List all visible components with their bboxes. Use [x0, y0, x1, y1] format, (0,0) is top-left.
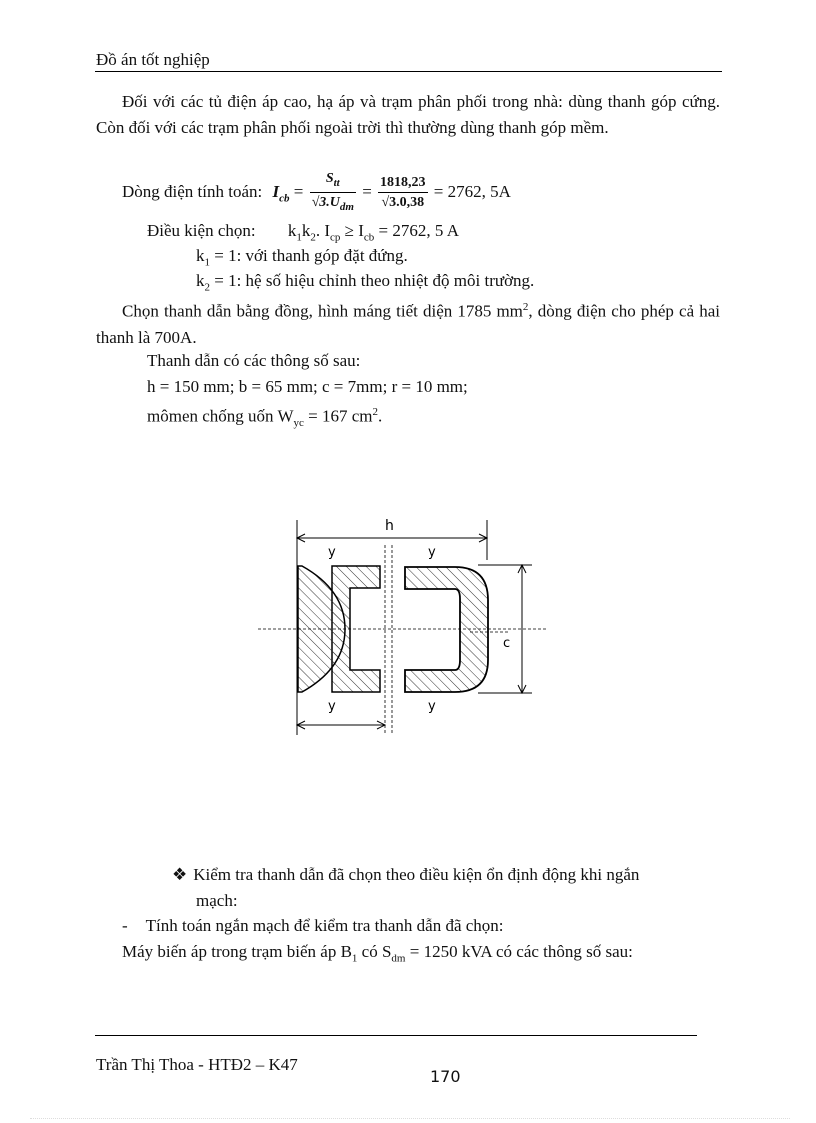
params-title: Thanh dẫn có các thông số sau: — [147, 351, 361, 370]
diamond-bullet-icon: ❖ — [172, 865, 188, 884]
label-c: c — [503, 636, 511, 651]
transformer-line: Máy biến áp trong trạm biến áp $B_1$ có $S_{dm} = 1250$ kVA có các thông số sau: — [122, 942, 633, 965]
label-h: h — [385, 518, 394, 534]
cond-label: Điều kiện chọn: — [147, 221, 256, 240]
calc-fraction-symbolic: $\frac{S_{tt}}{√3.U_{dm}}$ — [311, 171, 354, 213]
para1-line2: góp cứng. Còn đối với các trạm phân phối ngoài trời thì thường dùng thanh góp — [96, 92, 720, 137]
label-y-bottom-right: y — [428, 699, 436, 714]
selection-condition: Điều kiện chọn: $k_1k_2$. $I_{cp} \ge I_{cb} = 2762$, 5 A — [147, 221, 459, 244]
check-busbar-item: ❖ Kiểm tra thanh dẫn đã chọn theo điều kiện ổn định động khi ngắn — [172, 865, 640, 884]
dash-bullet: - — [122, 916, 128, 935]
left-channel-section — [298, 566, 380, 692]
page-bottom-border — [30, 1118, 790, 1119]
paragraph-busbar-usage — [96, 89, 720, 141]
page-header-title: Đồ án tốt nghiệp — [96, 50, 210, 69]
paragraph-choose-busbar: Chọn thanh dẫn bằng đồng, hình máng tiết diện 1785 $mm^2$, dòng điện cho phép cả hai thanh là 700A. — [96, 301, 721, 347]
header-rule — [95, 71, 722, 72]
calc-current-line: Dòng điện tính toán: $I_{cb}$ = $\frac{S_{tt}}{√3.U_{dm}}$ = $\frac{1818,23}{√3.0,38}$ = 2762, 5A — [122, 170, 511, 217]
calc-result: = 2762, 5A — [433, 182, 511, 202]
calc-label: Dòng điện tính toán: — [122, 182, 263, 202]
page-number: 170 — [430, 1067, 461, 1086]
moment-line: mômen chống uốn $W_{yc} = 167$ $cm^2$. — [147, 406, 383, 430]
params-dims: h = 150 mm; b = 65 mm; c = 7mm; r = 10 mm; — [147, 377, 468, 396]
check-busbar-item-cont: mạch: — [196, 891, 238, 910]
k2-definition: $k_2 = 1$: hệ số hiệu chỉnh theo nhiệt độ môi trường. — [196, 271, 535, 294]
short-circuit-calc-item: - Tính toán ngắn mạch để kiểm tra thanh dẫn đã chọn: — [122, 916, 504, 935]
para1-line3: mềm. — [570, 118, 609, 137]
footer-author: Trần Thị Thoa - HTĐ2 – K47 — [96, 1055, 298, 1074]
calc-fraction-numeric: $\frac{1818,23}{√3.0,38}$ — [380, 174, 426, 210]
busbar-cross-section-figure — [250, 510, 550, 745]
right-channel-section — [405, 567, 488, 692]
label-y-top-left: y — [328, 545, 336, 560]
label-y-top-right: y — [428, 545, 436, 560]
k1-definition: $k_1 = 1$: với thanh góp đặt đứng. — [196, 246, 408, 269]
calc-lhs: $I_{cb}$ — [272, 182, 290, 205]
label-y-bottom-left: y — [328, 699, 336, 714]
footer-rule — [95, 1035, 697, 1036]
para1-line1: Đối với các tủ điện áp cao, hạ áp và trạm phân phối trong nhà: dùng thanh — [122, 92, 646, 111]
